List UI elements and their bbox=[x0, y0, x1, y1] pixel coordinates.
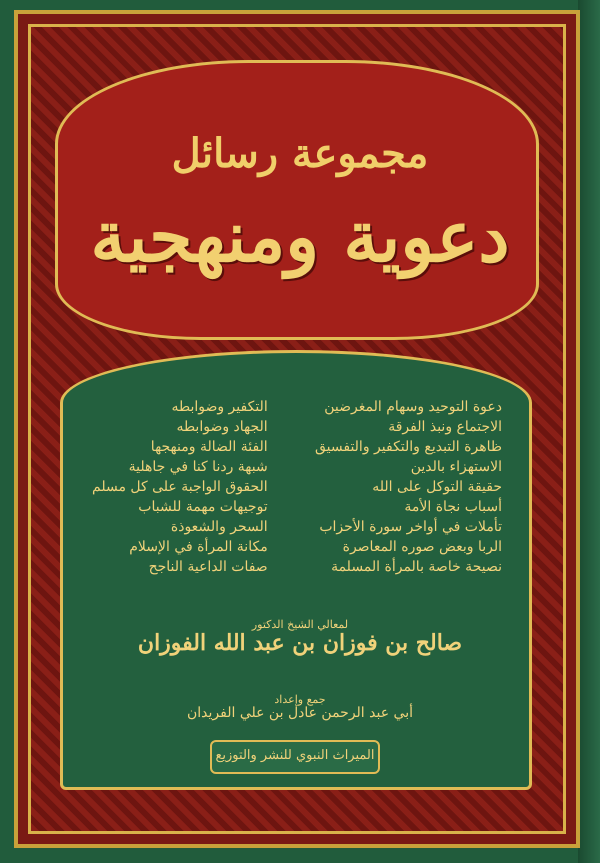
topic-item: توجيهات مهمة للشباب bbox=[138, 499, 268, 515]
topics-list bbox=[92, 400, 502, 575]
topic-item: دعوة التوحيد وسهام المغرضين bbox=[324, 399, 502, 415]
compiler-label: جمع وإعداد bbox=[274, 693, 326, 706]
author-name: صالح بن فوزان بن عبد الله الفوزان bbox=[137, 630, 463, 656]
topic-item: حقيقة التوكل على الله bbox=[372, 479, 502, 495]
topic-item: الاستهزاء بالدين bbox=[410, 459, 502, 475]
topics-right-column bbox=[315, 400, 502, 575]
topics-left-column bbox=[92, 400, 268, 575]
topic-item: التكفير وضوابطه bbox=[171, 399, 268, 415]
topic-item: الاجتماع ونبذ الفرقة bbox=[388, 419, 502, 435]
topic-item: ظاهرة التبديع والتكفير والتفسيق bbox=[314, 439, 502, 455]
title-line2: دعوية ومنهجية bbox=[90, 195, 510, 278]
topic-item: السحر والشعوذة bbox=[170, 519, 268, 535]
title-line1: مجموعة رسائل bbox=[171, 130, 429, 177]
topic-item: الفئة الضالة ومنهجها bbox=[150, 439, 268, 455]
compiler-name: أبي عبد الرحمن عادل بن علي الفريدان bbox=[187, 705, 413, 721]
publisher-name: الميراث النبوي للنشر والتوزيع bbox=[215, 748, 375, 763]
topic-item: تأملات في أواخر سورة الأحزاب bbox=[319, 519, 502, 535]
topic-item: الحقوق الواجبة على كل مسلم bbox=[92, 479, 268, 495]
topic-item: أسباب نجاة الأمة bbox=[404, 499, 502, 515]
topic-item: مكانة المرأة في الإسلام bbox=[129, 539, 268, 555]
author-label: لمعالي الشيخ الدكتور bbox=[251, 618, 349, 631]
topic-item: صفات الداعية الناجح bbox=[148, 559, 268, 575]
topic-item: الجهاد وضوابطه bbox=[176, 419, 268, 435]
topic-item: نصيحة خاصة بالمرأة المسلمة bbox=[331, 559, 502, 575]
topic-item: شبهة ردنا كنا في جاهلية bbox=[128, 459, 268, 475]
topic-item: الربا وبعض صوره المعاصرة bbox=[342, 539, 502, 555]
